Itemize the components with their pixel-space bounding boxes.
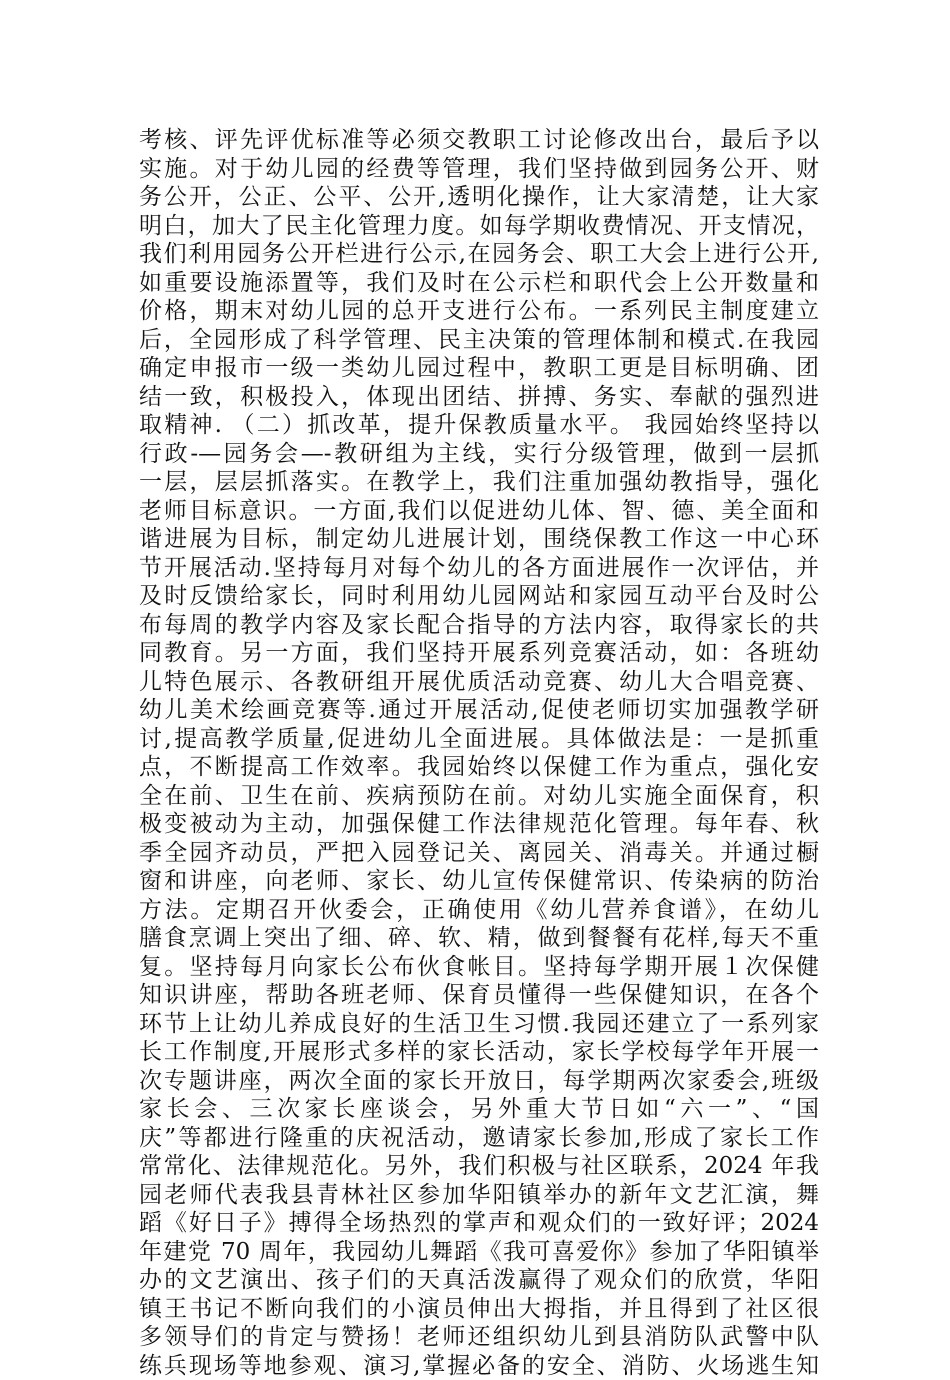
text-line: 年建党 70 周年，我园幼儿舞蹈《我可喜爱你》参加了华阳镇举 bbox=[139, 1238, 819, 1267]
text-line: 窗和讲座，向老师、家长、幼儿宣传保健常识、传染病的防治 bbox=[139, 867, 819, 896]
text-line: 季全园齐动员，严把入园登记关、离园关、消毒关。并通过橱 bbox=[139, 839, 819, 868]
text-line: 儿特色展示、各教研组开展优质活动竞赛、幼儿大合唱竞赛、 bbox=[139, 668, 819, 697]
text-line: 膳食烹调上突出了细、碎、软、精，做到餐餐有花样,每天不重 bbox=[139, 924, 819, 953]
text-line: 讨,提高教学质量,促进幼儿全面进展。具体做法是：一是抓重 bbox=[139, 725, 819, 754]
text-line: 蹈《好日子》搏得全场热烈的掌声和观众们的一致好评；2024 bbox=[139, 1209, 819, 1238]
text-line: 取精神. （二）抓改革，提升保教质量水平。 我园始终坚持以 bbox=[139, 411, 819, 440]
text-line: 练兵现场等地参观、演习,掌握必备的安全、消防、火场逃生知 bbox=[139, 1352, 819, 1380]
text-line: 极变被动为主动，加强保健工作法律规范化管理。每年春、秋 bbox=[139, 810, 819, 839]
text-line: 后，全园形成了科学管理、民主决策的管理体制和模式.在我园 bbox=[139, 326, 819, 355]
text-line: 环节上让幼儿养成良好的生活卫生习惯.我园还建立了一系列家 bbox=[139, 1010, 819, 1039]
text-line: 复。坚持每月向家长公布伙食帐目。坚持每学期开展１次保健 bbox=[139, 953, 819, 982]
text-line: 结一致，积极投入，体现出团结、拼搏、务实、奉献的强烈进 bbox=[139, 383, 819, 412]
text-line: 办的文艺演出、孩子们的天真活泼赢得了观众们的欣赏，华阳 bbox=[139, 1266, 819, 1295]
text-line: 老师目标意识。一方面,我们以促进幼儿体、智、德、美全面和 bbox=[139, 497, 819, 526]
text-line: 布每周的教学内容及家长配合指导的方法内容，取得家长的共 bbox=[139, 611, 819, 640]
text-line: 幼儿美术绘画竞赛等.通过开展活动,促使老师切实加强教学研 bbox=[139, 696, 819, 725]
text-line: 方法。定期召开伙委会，正确使用《幼儿营养食谱》，在幼儿 bbox=[139, 896, 819, 925]
body-text bbox=[139, 126, 819, 1380]
text-line: 同教育。另一方面，我们坚持开展系列竞赛活动，如：各班幼 bbox=[139, 639, 819, 668]
text-line: 次专题讲座，两次全面的家长开放日，每学期两次家委会,班级 bbox=[139, 1067, 819, 1096]
text-line: 知识讲座，帮助各班老师、保育员懂得一些保健知识，在各个 bbox=[139, 981, 819, 1010]
text-line: 考核、评先评优标准等必须交教职工讨论修改出台，最后予以 bbox=[139, 126, 819, 155]
text-line: 价格，期末对幼儿园的总开支进行公布。一系列民主制度建立 bbox=[139, 297, 819, 326]
text-line: 点，不断提高工作效率。我园始终以保健工作为重点，强化安 bbox=[139, 753, 819, 782]
text-line: 谐进展为目标，制定幼儿进展计划，围绕保教工作这一中心环 bbox=[139, 525, 819, 554]
text-line: 长工作制度,开展形式多样的家长活动，家长学校每学年开展一 bbox=[139, 1038, 819, 1067]
text-line: 务公开，公正、公平、公开,透明化操作，让大家清楚，让大家 bbox=[139, 183, 819, 212]
text-line: 行政-—园务会—-教研组为主线，实行分级管理，做到一层抓 bbox=[139, 440, 819, 469]
text-line: 家长会、三次家长座谈会，另外重大节日如“六一”、“国 bbox=[139, 1095, 819, 1124]
text-line: 确定申报市一级一类幼儿园过程中，教职工更是目标明确、团 bbox=[139, 354, 819, 383]
text-line: 我们利用园务公开栏进行公示,在园务会、职工大会上进行公开, bbox=[139, 240, 819, 269]
text-line: 实施。对于幼儿园的经费等管理，我们坚持做到园务公开、财 bbox=[139, 155, 819, 184]
text-line: 如重要设施添置等，我们及时在公示栏和职代会上公开数量和 bbox=[139, 269, 819, 298]
text-line: 常常化、法律规范化。另外，我们积极与社区联系，2024 年我 bbox=[139, 1152, 819, 1181]
text-line: 庆”等都进行隆重的庆祝活动，邀请家长参加,形成了家长工作 bbox=[139, 1124, 819, 1153]
text-line: 多领导们的肯定与赞扬！老师还组织幼儿到县消防队武警中队 bbox=[139, 1323, 819, 1352]
text-line: 全在前、卫生在前、疾病预防在前。对幼儿实施全面保育，积 bbox=[139, 782, 819, 811]
text-line: 明白，加大了民主化管理力度。如每学期收费情况、开支情况， bbox=[139, 212, 819, 241]
text-line: 园老师代表我县青林社区参加华阳镇举办的新年文艺汇演，舞 bbox=[139, 1181, 819, 1210]
text-line: 及时反馈给家长，同时利用幼儿园网站和家园互动平台及时公 bbox=[139, 582, 819, 611]
text-line: 节开展活动.坚持每月对每个幼儿的各方面进展作一次评估，并 bbox=[139, 554, 819, 583]
text-line: 镇王书记不断向我们的小演员伸出大拇指，并且得到了社区很 bbox=[139, 1295, 819, 1324]
text-line: 一层，层层抓落实。在教学上，我们注重加强幼教指导，强化 bbox=[139, 468, 819, 497]
